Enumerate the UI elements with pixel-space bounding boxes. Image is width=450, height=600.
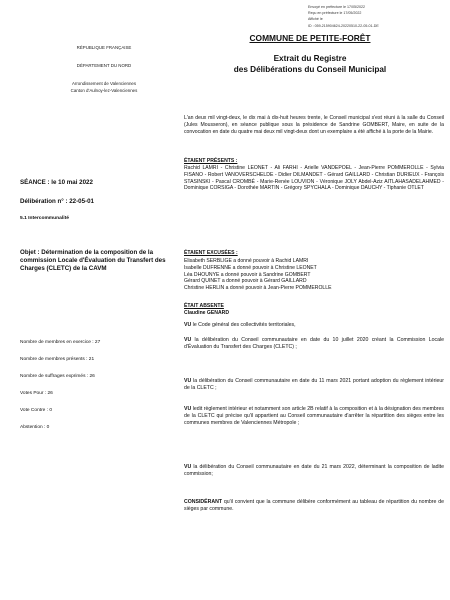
absente-title: ÉTAIT ABSENTE bbox=[184, 303, 224, 309]
vote-line: Nombre de suffrages exprimés : 26 bbox=[20, 374, 95, 379]
absente-name: Claudine GENARD bbox=[184, 310, 229, 316]
vu-text: la délibération du Conseil communautaire en date du 21 mars 2022, déterminant la composition de ladite commission; bbox=[184, 464, 444, 477]
excuses-list bbox=[184, 258, 444, 292]
vu-text: le Code général des collectivités territoriales, bbox=[191, 322, 296, 328]
excuses-title: ÉTAIENT EXCUSÉES : bbox=[184, 250, 238, 256]
vote-line: Votes Pour : 26 bbox=[20, 391, 53, 396]
intro-paragraph: L'an deux mil vingt-deux, le dix mai à dix-huit heures trente, le Conseil municipal s'est réuni à la salle du Conseil (Jules Mousseron), en séance publique sous la présidence de Sandrine GOMBERT, Maire, en suite de la convocation en date du quatre mai deux mil vingt-deux dont un exemplaire a été affiché à la porte de la Mairie. bbox=[184, 115, 444, 135]
excuse-line: Gérard QUINET a donné pouvoir à Gérard GAILLARD bbox=[184, 278, 307, 285]
vu-keyword: VU bbox=[184, 322, 192, 328]
canton-label: Canton d'Aulnoy-lez-Valenciennes bbox=[70, 88, 138, 93]
excuse-line: Christine HERLIN a donné pouvoir à Jean-Pierre POMMEROLLE bbox=[184, 285, 332, 292]
considerant-paragraph bbox=[184, 499, 444, 513]
vote-line: Vote Contre : 0 bbox=[20, 408, 52, 413]
vu-keyword: VU bbox=[184, 464, 192, 470]
extrait-line-1: Extrait du Registre bbox=[273, 54, 347, 63]
vote-line: Nombre de membres en exercice : 27 bbox=[20, 340, 101, 345]
vote-line: Nombre de membres présents : 21 bbox=[20, 357, 95, 362]
republique-label: RÉPUBLIQUE FRANÇAISE bbox=[76, 45, 132, 50]
extrait-line-2: des Délibérations du Conseil Municipal bbox=[233, 64, 387, 74]
administrative-header bbox=[52, 44, 156, 94]
vu-text: ledit règlement intérieur et notamment son article 2B relatif à la composition et à la désignation des membres de la CLETC qui précise qu'il appartient au Conseil communautaire d'arrêter la répartition des sièges entre les communes membres de Valenciennes Métropole ; bbox=[184, 406, 444, 426]
stamp-line: Reçu en préfecture le 17/05/2022 bbox=[308, 11, 362, 16]
vu-paragraph bbox=[184, 464, 444, 478]
departement-label: DÉPARTEMENT DU NORD bbox=[76, 63, 132, 68]
presents-title: ÉTAIENT PRÉSENTS : bbox=[184, 158, 238, 164]
considerant-text: qu'il convient que la commune délibère conformément au tableau de répartition du nombre de sièges par commune. bbox=[184, 499, 444, 512]
vu-keyword: VU bbox=[184, 378, 192, 384]
vu-paragraph bbox=[184, 378, 444, 392]
vu-paragraph bbox=[184, 406, 444, 427]
presents-list: Rachid LAMRI - Christine LEONET - Ali FARHI - Arielle VANDEPOEL - Jean-Pierre POMMEROLLE - Sylvia FISANO - Robert VANOVERSCHELDE - Didier DILMANDET - Gérard GAILLARD - Christian DURIEUX - François STASINSKI - Pascal CROMBÉ - Marie-Renée LOUVION - Véronique JOLY Abdel-Aziz AITLAHASADELAHMED - Dominique CORSIGA - Dorothée MARTIN - Grégory SPYCHALA - Dominique DAUCHY - Tiphanie OTLET bbox=[184, 165, 444, 192]
stamp-line: Affiché le bbox=[308, 17, 323, 22]
domaine-label: 5.1 Intercommunalité bbox=[20, 216, 69, 221]
seance-date: SÉANCE : le 10 mai 2022 bbox=[20, 179, 93, 186]
vu-keyword: VU bbox=[184, 337, 192, 343]
vote-line: Abstention : 0 bbox=[20, 425, 50, 430]
vu-text: la délibération du Conseil communautaire en date du 10 juillet 2020 créant la Commission Locale d'Évaluation du Transfert des Charges (CLETC) ; bbox=[184, 337, 444, 350]
considerant-keyword: CONSIDÉRANT bbox=[184, 499, 223, 505]
deliberation-number: Délibération n° : 22-05-01 bbox=[20, 198, 94, 205]
arrondissement-label: Arrondissement de Valenciennes bbox=[71, 81, 137, 86]
extrait-title bbox=[170, 54, 450, 75]
vu-paragraph bbox=[184, 322, 444, 329]
objet-text: Objet : Détermination de la composition de la commission Locale d'Évaluation du Transfert des Charges (CLETC) de la CAVM bbox=[20, 249, 166, 273]
excuse-line: Léa DHOUNYE a donné pouvoir à Sandrine GOMBERT bbox=[184, 271, 311, 278]
excuse-line: Elisabeth SERBLIGE a donné pouvoir à Rachid LAMRI bbox=[184, 258, 309, 264]
excuse-line: Isabelle DUFRENNE a donné pouvoir à Christine LEONET bbox=[184, 264, 317, 271]
vote-counts bbox=[20, 340, 170, 442]
vu-text: la délibération du Conseil communautaire en date du 11 mars 2021 portant adoption du règlement intérieur de la CLETC ; bbox=[184, 378, 444, 391]
vu-keyword: VU bbox=[184, 406, 192, 412]
commune-title: COMMUNE DE PETITE-FORÊT bbox=[249, 33, 371, 43]
stamp-line: ID : 059-215904624-20220510-22-05-01-DE bbox=[308, 23, 379, 28]
transmission-stamp bbox=[308, 4, 446, 29]
stamp-line: Envoyé en préfecture le 17/05/2022 bbox=[308, 5, 365, 9]
vu-paragraph bbox=[184, 337, 444, 351]
